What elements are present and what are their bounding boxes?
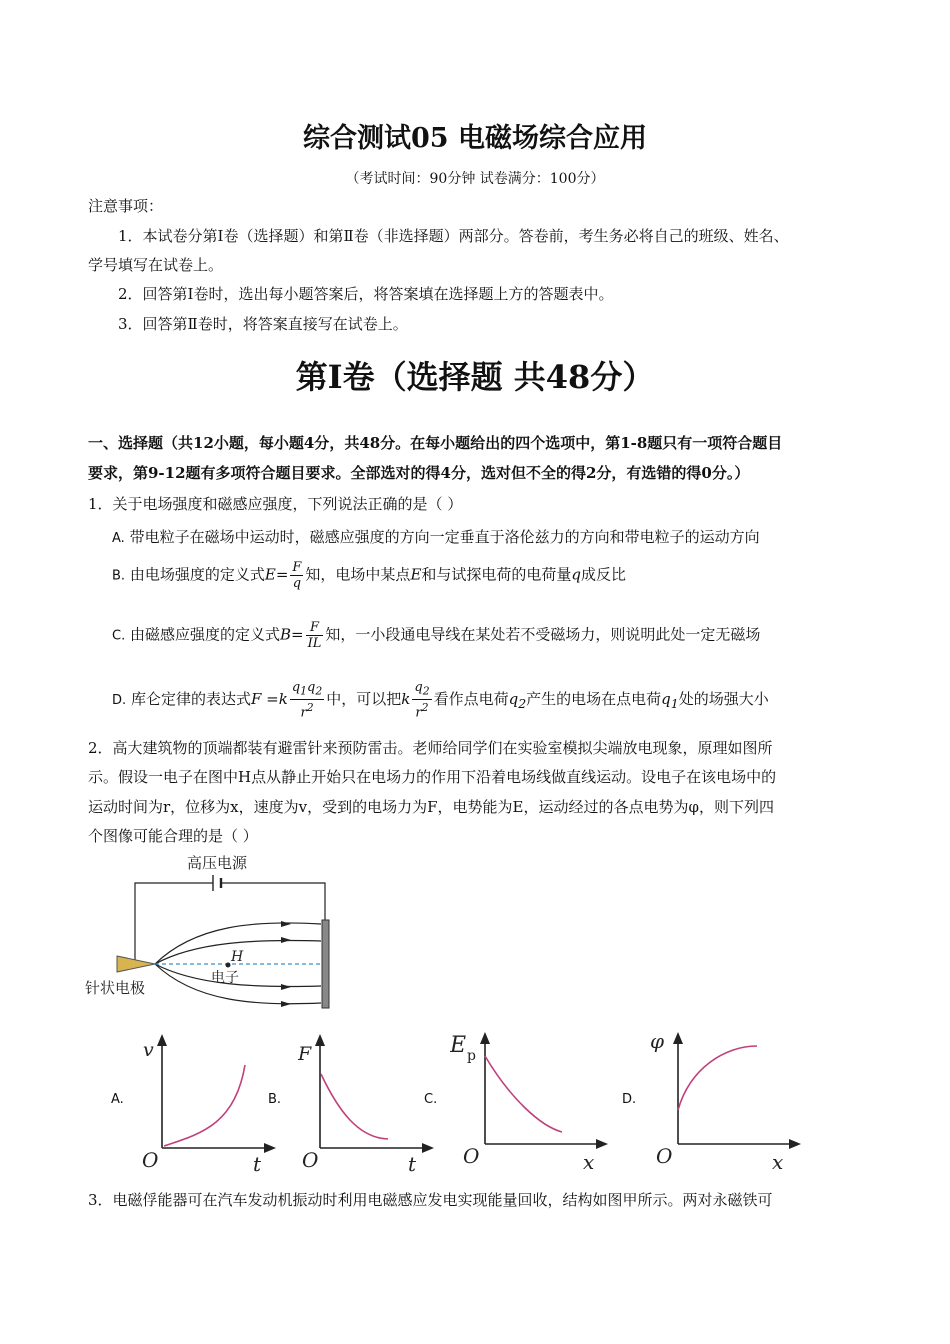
svg-text:v: v — [143, 1039, 154, 1061]
notice-item-1: 1．本试卷分第Ⅰ卷（选择题）和第Ⅱ卷（非选择题）两部分。答卷前，考生务必将自己的班级、姓名、 — [118, 227, 789, 245]
q2-line-4: 个图像可能合理的是（ ） — [88, 827, 258, 845]
point-h — [226, 963, 231, 968]
electrode-label: 针状电极 — [85, 979, 146, 997]
part1-instructions-line1: 一、选择题（共12小题，每小题4分，共48分。在每小题给出的四个选项中，第1-8题只有一项符合题目 — [88, 434, 783, 452]
graph-d-option[interactable]: D. — [622, 1092, 637, 1107]
svg-text:O: O — [656, 1144, 673, 1168]
graph-b — [298, 1030, 438, 1180]
formula-field-fraction: $\frac{q_2}{r^2}$ — [414, 680, 430, 720]
svg-text:t: t — [408, 1152, 417, 1176]
needle-electrode — [117, 956, 155, 972]
q2-line-2: 示。假设一电子在图中H点从静止开始只在电场力的作用下沿着电场线做直线运动。设电子在该电场中的 — [88, 768, 777, 786]
q1-option-a: A. 带电粒子在磁场中运动时，磁感应强度的方向一定垂直于洛伦兹力的方向和带电粒子的运动方向 — [112, 528, 760, 546]
svg-text:x: x — [772, 1150, 784, 1174]
section-title: 第Ⅰ卷（选择题 共48分） — [295, 358, 655, 396]
part1-instructions-line2: 要求，第9-12题有多项符合题目要求。全部选对的得4分，选对但不全的得2分，有选错的得0分。） — [88, 464, 750, 482]
q2-line-1: 2．高大建筑物的顶端都装有避雷针来预防雷击。老师给同学们在实验室模拟尖端放电现象，原理如图所 — [88, 739, 773, 757]
q2-line-3: 运动时间为r，位移为x，速度为v，受到的电场力为F，电势能为E，运动经过的各点电势为φ，则下列四 — [88, 798, 774, 816]
q1-option-d: D. 库仑定律的表达式F =k $\frac{q_1q_2}{r^2}$ 中，可以把k $\frac{q_2}{r^2}$ 看作点电荷$q_2$产生的电场在点电荷$q_1$处的场强大小 — [112, 680, 769, 720]
plate-electrode — [322, 920, 329, 1008]
svg-text:O: O — [142, 1148, 159, 1172]
q1-option-b: B. 由电场强度的定义式E= $\frac{F}{q}$ 知，电场中某点E和与试探电荷的电荷量q成反比 — [112, 560, 627, 591]
exam-info: （考试时间：90分钟 试卷满分：100分） — [345, 171, 605, 187]
graph-b-option[interactable]: B. — [268, 1092, 282, 1107]
q3-stem: 3．电磁俘能器可在汽车发动机振动时利用电磁感应发电实现能量回收，结构如图甲所示。两对永磁铁可 — [88, 1191, 773, 1209]
svg-text:x: x — [583, 1150, 595, 1174]
page-title: 综合测试05 电磁场综合应用 — [303, 123, 647, 154]
graph-d-curve — [678, 1046, 757, 1110]
q1-stem: 1．关于电场强度和磁感应强度，下列说法正确的是（ ） — [88, 495, 463, 513]
graph-a-option[interactable]: A. — [111, 1092, 124, 1107]
notice-item-2: 2．回答第Ⅰ卷时，选出每小题答案后，将答案填在选择题上方的答题表中。 — [118, 285, 614, 303]
graph-a-curve — [164, 1065, 245, 1146]
svg-text:O: O — [302, 1148, 319, 1172]
formula-b-fraction: $\frac{F}{IL}$ — [307, 620, 322, 651]
svg-text:F: F — [298, 1043, 312, 1065]
formula-e-fraction: $\frac{F}{q}$ — [292, 560, 302, 591]
notice-item-1-cont: 学号填写在试卷上。 — [88, 256, 224, 274]
notice-item-3: 3．回答第Ⅱ卷时，将答案直接写在试卷上。 — [118, 315, 408, 333]
svg-text:p: p — [467, 1048, 476, 1064]
notice-heading: 注意事项： — [88, 197, 164, 215]
formula-coulomb-fraction: $\frac{q_1q_2}{r^2}$ — [291, 680, 323, 720]
svg-text:E: E — [450, 1033, 467, 1058]
power-label: 高压电源 — [187, 854, 248, 872]
svg-text:O: O — [463, 1144, 480, 1168]
svg-text:t: t — [253, 1152, 262, 1176]
graph-b-curve — [321, 1074, 388, 1139]
graph-a — [140, 1030, 280, 1180]
graph-c-option[interactable]: C. — [424, 1092, 438, 1107]
graph-c-curve — [485, 1056, 562, 1132]
electron-label: 电子 — [211, 970, 239, 986]
q1-option-c: C. 由磁感应强度的定义式B= $\frac{F}{IL}$ 知，一小段通电导线在某处若不受磁场力，则说明此处一定无磁场 — [112, 620, 761, 651]
graph-c — [450, 1018, 610, 1178]
svg-text:H: H — [231, 949, 244, 965]
tip-discharge-figure — [85, 850, 345, 1010]
svg-text:φ: φ — [650, 1029, 665, 1053]
graph-d — [645, 1018, 805, 1178]
